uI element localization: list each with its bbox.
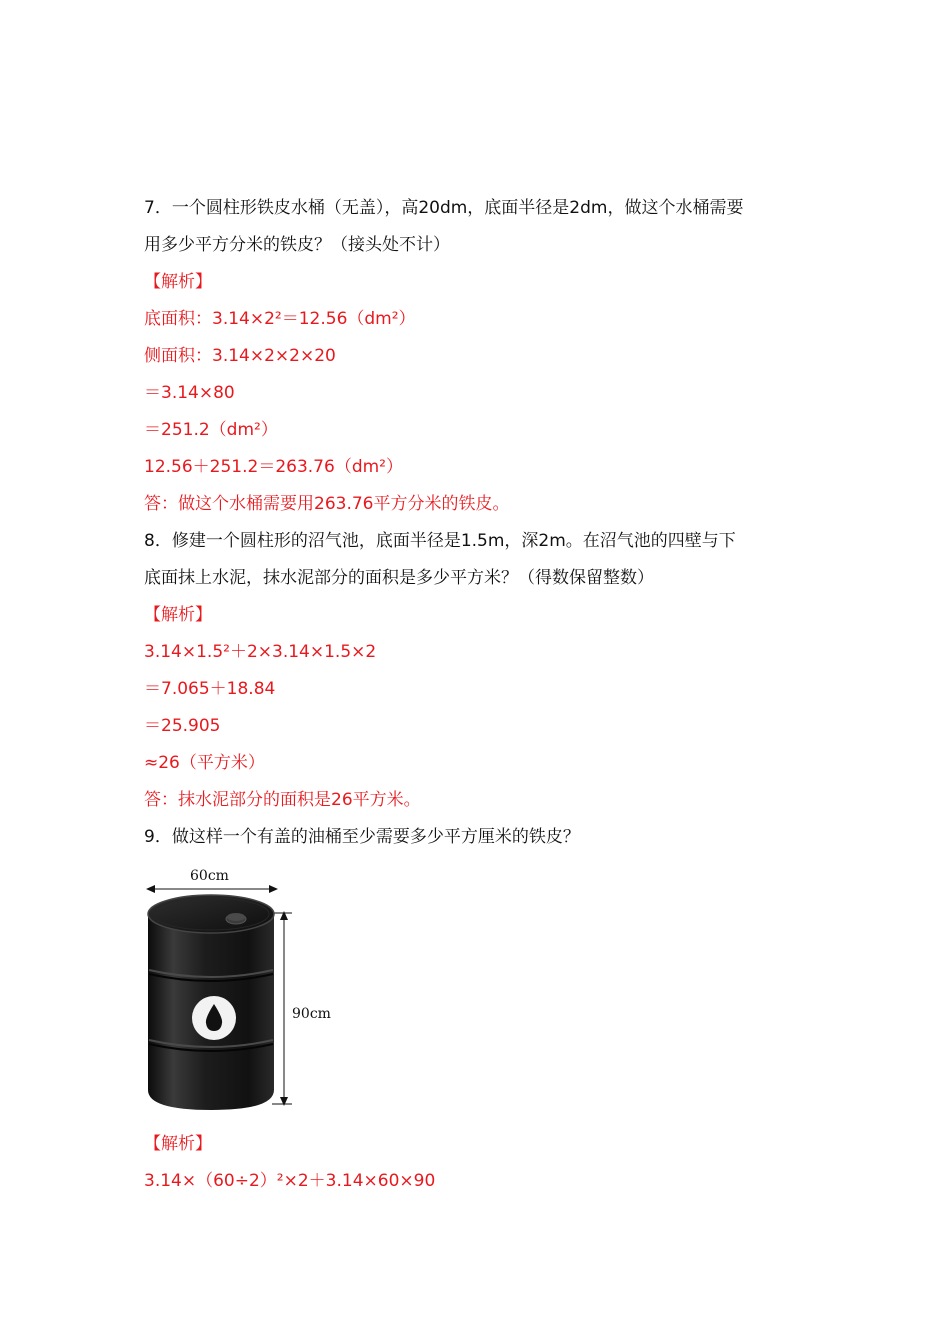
- q8-step-2: ＝7.065＋18.84: [144, 679, 276, 699]
- q7-step-4: ＝251.2（dm²）: [144, 420, 278, 440]
- oil-barrel-figure: [144, 868, 344, 1122]
- q9-solution-label: 【解析】: [144, 1134, 212, 1154]
- worksheet-page: [144, 190, 824, 1200]
- q8-solution-label: 【解析】: [144, 605, 212, 625]
- oil-barrel-drawing: [144, 868, 344, 1122]
- q7-answer: 答：做这个水桶需要用263.76平方分米的铁皮。: [144, 494, 510, 514]
- q8-step-3: ＝25.905: [144, 716, 221, 736]
- q8-text-line-2: 底面抹上水泥，抹水泥部分的面积是多少平方米？（得数保留整数）: [144, 568, 654, 588]
- q8-step-4: ≈26（平方米）: [144, 753, 265, 773]
- barrel-width-label: 60cm: [190, 868, 229, 884]
- q8-text-line-1: 8．修建一个圆柱形的沼气池，底面半径是1.5m，深2m。在沼气池的四壁与下: [144, 531, 736, 551]
- q7-step-lateral-area: 侧面积：3.14×2×2×20: [144, 346, 336, 366]
- q7-step-total: 12.56＋251.2＝263.76（dm²）: [144, 457, 403, 477]
- q8-step-1: 3.14×1.5²＋2×3.14×1.5×2: [144, 642, 377, 662]
- q7-text-line-2: 用多少平方分米的铁皮？（接头处不计）: [144, 235, 450, 255]
- q7-step-base-area: 底面积：3.14×2²＝12.56（dm²）: [144, 309, 416, 329]
- barrel-height-label: 90cm: [292, 1006, 331, 1022]
- q9-text-line-1: 9．做这样一个有盖的油桶至少需要多少平方厘米的铁皮？: [144, 827, 580, 847]
- q9-step-1: 3.14×（60÷2）²×2＋3.14×60×90: [144, 1171, 436, 1191]
- q8-answer: 答：抹水泥部分的面积是26平方米。: [144, 790, 421, 810]
- q7-text-line-1: 7．一个圆柱形铁皮水桶（无盖），高20dm，底面半径是2dm，做这个水桶需要: [144, 198, 744, 218]
- q7-step-3: ＝3.14×80: [144, 383, 235, 403]
- q7-solution-label: 【解析】: [144, 272, 212, 292]
